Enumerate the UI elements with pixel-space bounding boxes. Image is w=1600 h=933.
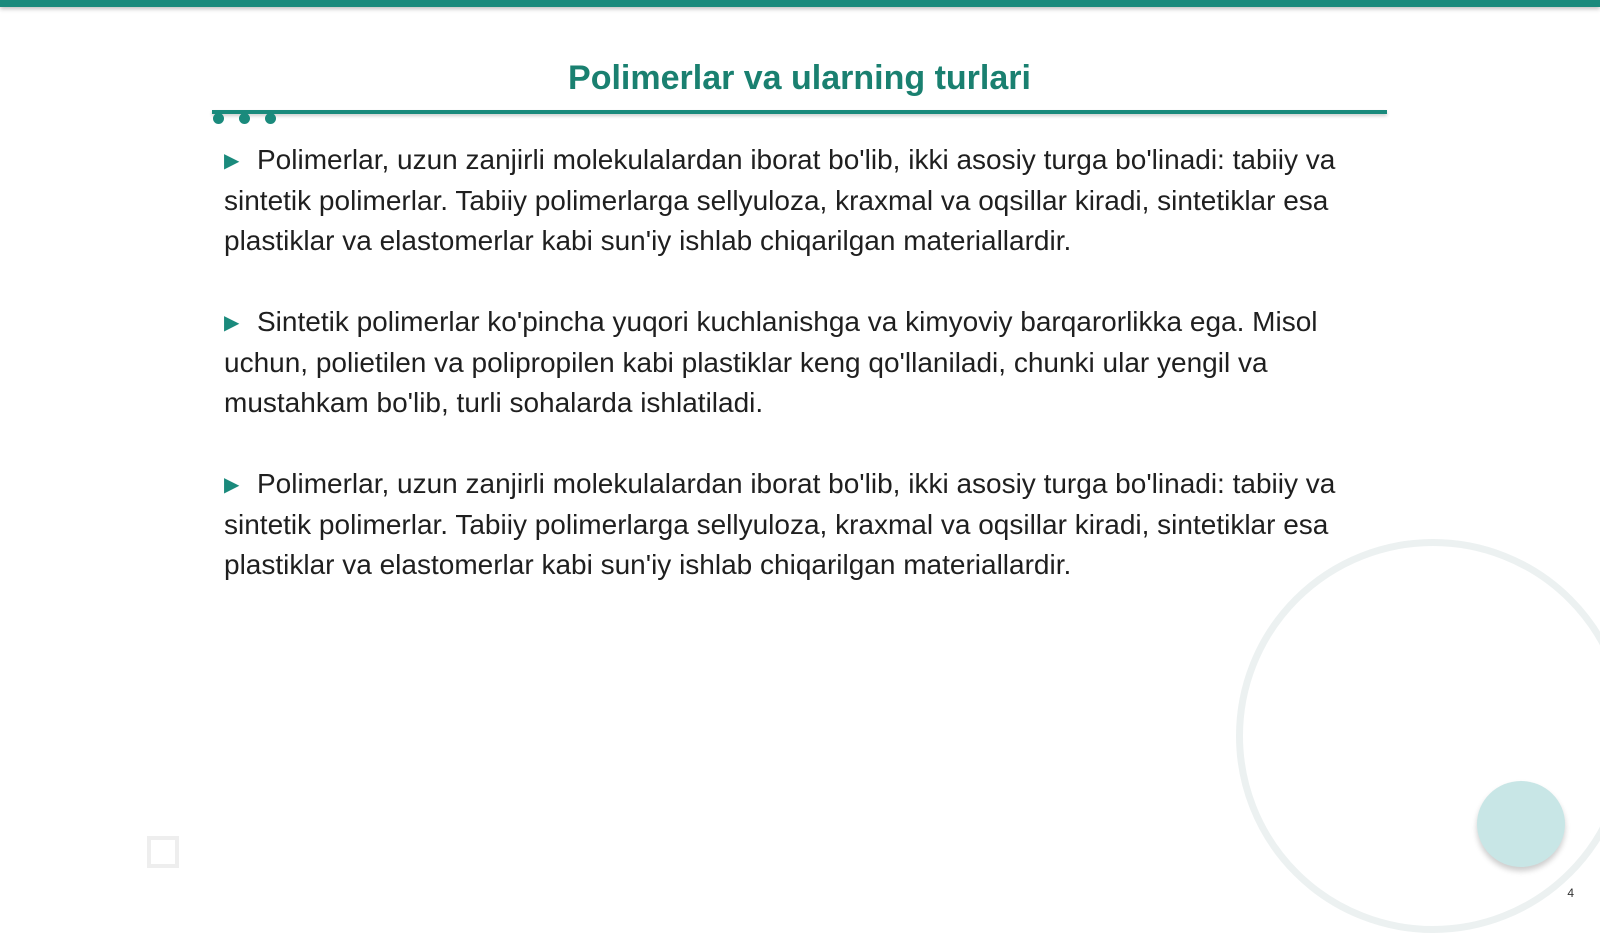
decor-dot <box>213 113 224 124</box>
slide-title: Polimerlar va ularning turlari <box>568 59 1031 97</box>
decor-circle <box>1477 781 1565 867</box>
title-underline <box>212 110 1387 114</box>
triangle-right-icon: ▶ <box>224 312 240 334</box>
bullet-list <box>224 140 1384 626</box>
decor-dot <box>239 113 250 124</box>
bullet-item <box>224 302 1384 423</box>
decor-dot <box>265 113 276 124</box>
bullet-item <box>224 464 1384 585</box>
bullet-text: Polimerlar, uzun zanjirli molekulalardan iborat bo'lib, ikki asosiy turga bo'linadi: tabiiy va sintetik polimerlar. Tabiiy polimerlarga sellyuloza, kraxmal va oqsillar kiradi, sintetiklar esa plastiklar va elastomerlar kabi sun'iy ishlab chiqarilgan materiallardir. <box>224 144 1336 256</box>
bullet-item <box>224 140 1384 261</box>
decor-ring <box>1236 539 1600 933</box>
bullet-text: Sintetik polimerlar ko'pincha yuqori kuchlanishga va kimyoviy barqarorlikka ega. Misol uchun, polietilen va polipropilen kabi plastiklar keng qo'llaniladi, chunki ular yengil va mustahkam bo'lib, turli sohalarda ishlatiladi. <box>224 306 1318 418</box>
decor-square <box>147 836 179 868</box>
top-accent-bar <box>0 0 1600 7</box>
triangle-right-icon: ▶ <box>224 474 240 496</box>
triangle-right-icon: ▶ <box>224 150 240 172</box>
bullet-text: Polimerlar, uzun zanjirli molekulalardan iborat bo'lib, ikki asosiy turga bo'linadi: tabiiy va sintetik polimerlar. Tabiiy polimerlarga sellyuloza, kraxmal va oqsillar kiradi, sintetiklar esa plastiklar va elastomerlar kabi sun'iy ishlab chiqarilgan materiallardir. <box>224 468 1336 580</box>
page-number: 4 <box>1567 886 1574 900</box>
